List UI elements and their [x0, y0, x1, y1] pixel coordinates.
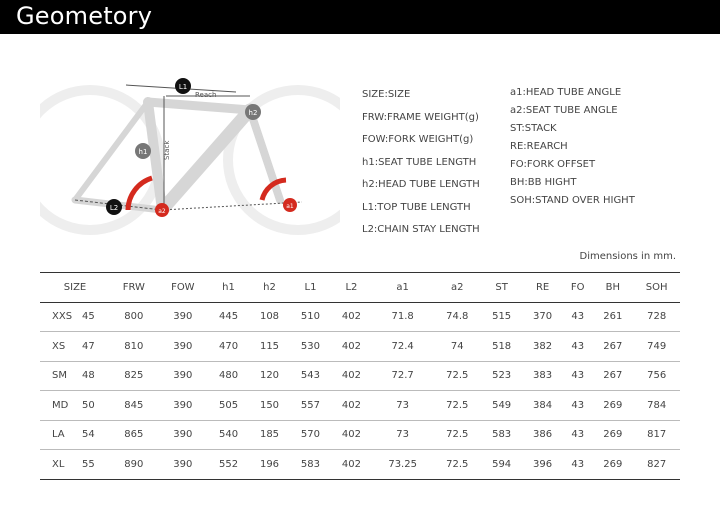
marker-l2 — [106, 199, 122, 215]
table-cell-soh: 728 — [647, 311, 667, 323]
table-cell-fow: 390 — [173, 429, 193, 441]
table-cell-frw: 825 — [124, 370, 144, 382]
table-cell-bh: 269 — [603, 429, 623, 441]
legend-item: BH:BB HIGHT — [510, 177, 577, 188]
table-cell-a2: 72.5 — [446, 399, 469, 411]
header-bar — [0, 0, 720, 34]
table-cell-frw: 890 — [124, 458, 144, 470]
table-cell-fo: 43 — [571, 399, 585, 411]
table-cell-fow: 390 — [173, 399, 193, 411]
reach-label: Reach — [195, 91, 217, 99]
size-cell — [40, 361, 110, 391]
marker-a2 — [155, 203, 169, 217]
table-cell-fo: 43 — [571, 429, 585, 441]
column-header-re: RE — [535, 281, 550, 293]
table-cell-st: 515 — [492, 311, 512, 323]
table-cell-re: 370 — [533, 311, 553, 323]
size-label: SM — [52, 370, 67, 382]
table-cell-soh: 756 — [647, 370, 667, 382]
table-cell-a1: 73 — [396, 399, 410, 411]
table-cell-h1: 552 — [218, 458, 239, 470]
table-cell-fow: 390 — [173, 311, 193, 323]
marker-h1 — [135, 143, 151, 159]
table-cell-fow: 390 — [173, 340, 193, 352]
table-cell-re: 386 — [533, 429, 553, 441]
table-cell-h1: 480 — [218, 370, 239, 382]
column-header-h2: h2 — [263, 281, 276, 293]
size-label: XXS — [52, 311, 73, 323]
size-cell — [40, 302, 110, 332]
legend-item: a1:HEAD TUBE ANGLE — [510, 87, 622, 98]
table-cell-soh: 827 — [647, 458, 667, 470]
table-cell-fo: 43 — [571, 370, 585, 382]
table-cell-re: 384 — [533, 399, 553, 411]
size-number: 50 — [82, 399, 95, 411]
table-cell-a2: 72.5 — [446, 429, 469, 441]
geometry-table — [40, 272, 680, 480]
svg-text:h1: h1 — [138, 148, 148, 156]
table-cell-soh: 817 — [647, 429, 667, 441]
size-number: 55 — [82, 458, 95, 470]
table-cell-fow: 390 — [173, 370, 193, 382]
table-cell-l1: 543 — [300, 370, 321, 382]
legend-item: FRW:FRAME WEIGHT(g) — [362, 111, 479, 123]
size-cell — [40, 391, 110, 421]
table-cell-h1: 540 — [218, 429, 239, 441]
table-cell-l2: 402 — [341, 399, 361, 411]
size-label: XS — [52, 340, 66, 352]
table-cell-l2: 402 — [341, 458, 361, 470]
table-cell-st: 518 — [492, 340, 512, 352]
svg-text:h2: h2 — [248, 109, 258, 117]
marker-h2 — [245, 104, 261, 120]
table-cell-frw: 845 — [124, 399, 144, 411]
table-cell-a1: 73.25 — [388, 458, 417, 470]
table-cell-fo: 43 — [571, 340, 585, 352]
table-cell-a1: 73 — [396, 429, 410, 441]
table-row — [40, 332, 680, 362]
size-number: 47 — [82, 340, 95, 352]
table-cell-l1: 557 — [300, 399, 321, 411]
table-cell-a1: 71.8 — [391, 311, 414, 323]
table-cell-a1: 72.4 — [391, 340, 414, 352]
table-cell-l1: 583 — [300, 458, 321, 470]
table-cell-l2: 402 — [341, 370, 361, 382]
size-number: 54 — [82, 429, 95, 441]
table-cell-h2: 115 — [259, 340, 280, 352]
table-cell-a2: 74.8 — [446, 311, 469, 323]
legend-right — [510, 84, 635, 210]
table-cell-st: 523 — [492, 370, 512, 382]
table-cell-frw: 800 — [124, 311, 144, 323]
size-number: 45 — [82, 311, 95, 323]
legend-item: ST:STACK — [510, 123, 557, 134]
legend-item: L1:TOP TUBE LENGTH — [362, 201, 471, 213]
column-header-st: ST — [495, 281, 508, 293]
svg-text:a2: a2 — [158, 208, 166, 215]
size-label: XL — [52, 458, 65, 470]
table-cell-bh: 269 — [603, 399, 623, 411]
table-cell-bh: 267 — [603, 370, 623, 382]
table-row — [40, 420, 680, 450]
marker-l1 — [175, 78, 191, 94]
table-cell-a2: 72.5 — [446, 458, 469, 470]
svg-text:L1: L1 — [178, 83, 188, 91]
table-cell-a2: 74 — [450, 340, 464, 352]
legend-item: FOW:FORK WEIGHT(g) — [362, 134, 474, 145]
table-header-row — [40, 273, 680, 303]
legend-item: h2:HEAD TUBE LENGTH — [362, 179, 480, 190]
table-cell-l1: 530 — [300, 340, 321, 352]
table-row — [40, 302, 680, 332]
table-cell-bh: 267 — [603, 340, 623, 352]
table-cell-re: 383 — [533, 370, 553, 382]
column-header-fo: FO — [570, 281, 585, 293]
marker-a1 — [283, 198, 297, 212]
size-label: MD — [52, 399, 69, 411]
column-header-h1: h1 — [222, 281, 235, 293]
table-cell-a2: 72.5 — [446, 370, 469, 382]
legend-item: SOH:STAND OVER HIGHT — [510, 195, 635, 206]
stack-label: Stack — [163, 140, 171, 160]
legend-item: a2:SEAT TUBE ANGLE — [510, 105, 618, 116]
table-cell-st: 594 — [492, 458, 512, 470]
table-row — [40, 361, 680, 391]
table-cell-h2: 108 — [259, 311, 280, 323]
table-cell-st: 549 — [492, 399, 512, 411]
table-cell-frw: 865 — [124, 429, 144, 441]
table-row — [40, 391, 680, 421]
dimensions-note: Dimensions in mm. — [579, 251, 676, 262]
legend-item: SIZE:SIZE — [362, 89, 411, 100]
legend-item: h1:SEAT TUBE LENGTH — [362, 156, 477, 168]
column-header-soh: SOH — [645, 281, 668, 293]
table-cell-h2: 185 — [259, 429, 280, 441]
table-cell-soh: 749 — [647, 340, 667, 352]
legend-left — [362, 84, 480, 242]
table-cell-frw: 810 — [124, 340, 144, 352]
table-cell-l2: 402 — [341, 340, 361, 352]
table-cell-fow: 390 — [173, 458, 193, 470]
size-label: LA — [52, 429, 65, 441]
page-title: Geometory — [16, 2, 153, 30]
column-header-size: SIZE — [63, 281, 87, 293]
size-cell — [40, 450, 110, 480]
table-cell-l1: 570 — [300, 429, 321, 441]
column-header-frw: FRW — [122, 281, 145, 293]
table-cell-l2: 402 — [341, 311, 361, 323]
table-cell-l2: 402 — [341, 429, 361, 441]
table-cell-st: 583 — [492, 429, 512, 441]
table-cell-h2: 196 — [259, 458, 280, 470]
legend-item: L2:CHAIN STAY LENGTH — [362, 224, 480, 235]
table-cell-l1: 510 — [300, 311, 321, 323]
table-cell-fo: 43 — [571, 311, 585, 323]
column-header-a1: a1 — [396, 281, 409, 293]
table-cell-h1: 445 — [218, 311, 239, 323]
size-cell — [40, 420, 110, 450]
table-cell-fo: 43 — [571, 458, 585, 470]
frame-geometry-diagram — [40, 50, 340, 250]
column-header-fow: FOW — [171, 281, 195, 293]
legend-item: FO:FORK OFFSET — [510, 159, 596, 170]
table-cell-re: 396 — [533, 458, 553, 470]
legend-item: RE:REARCH — [510, 141, 568, 152]
table-cell-h1: 505 — [218, 399, 239, 411]
table-cell-soh: 784 — [647, 399, 667, 411]
column-header-a2: a2 — [451, 281, 464, 293]
table-cell-h1: 470 — [218, 340, 239, 352]
column-header-l2: L2 — [345, 281, 358, 293]
size-number: 48 — [82, 370, 95, 382]
table-cell-a1: 72.7 — [391, 370, 414, 382]
table-cell-h2: 150 — [259, 399, 280, 411]
svg-text:L2: L2 — [109, 204, 119, 212]
table-row — [40, 450, 680, 480]
column-header-l1: L1 — [304, 281, 317, 293]
table-cell-h2: 120 — [259, 370, 280, 382]
column-header-bh: BH — [605, 281, 620, 293]
table-cell-bh: 261 — [603, 311, 623, 323]
size-cell — [40, 332, 110, 362]
table-cell-re: 382 — [533, 340, 553, 352]
svg-text:a1: a1 — [286, 203, 294, 210]
table-cell-bh: 269 — [603, 458, 623, 470]
